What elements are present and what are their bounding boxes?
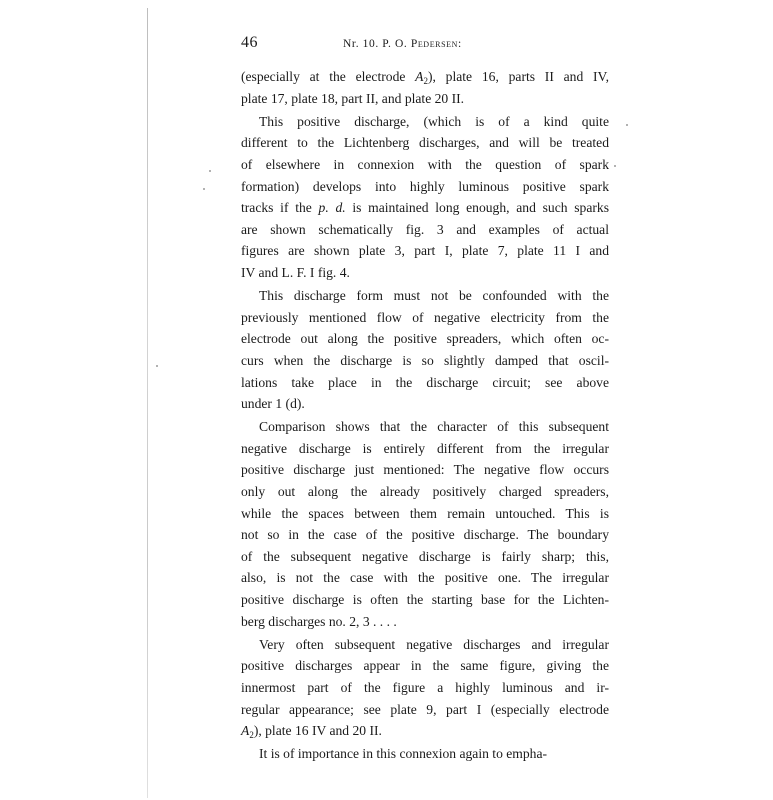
text-line: previously mentioned flow of negative electricity from the xyxy=(241,309,609,325)
text-line: figures are shown plate 3, part I, plate 7, plate 11 I and xyxy=(241,243,609,259)
running-head-prefix: Nr. 10. P. O. xyxy=(343,38,411,50)
text-line: It is of importance in this connexion again to empha- xyxy=(259,746,548,762)
text-line: Very often subsequent negative discharges and irregular xyxy=(259,636,609,652)
text-line: also, is not the case with the positive one. The irregular xyxy=(241,570,609,586)
text-line: regular appearance; see plate 9, part I (especially electrode xyxy=(241,701,609,717)
text-line: under 1 (d). xyxy=(241,396,305,412)
text-line: are shown schematically fig. 3 and examples of actual xyxy=(241,221,609,237)
scan-speck xyxy=(614,165,616,167)
text-line: of the subsequent negative discharge is fairly sharp; this, xyxy=(241,548,609,564)
text-line: positive discharge just mentioned: The negative flow occurs xyxy=(241,462,609,478)
text-line: (especially at the electrode $A_2$), plate 16, parts II and IV, xyxy=(241,69,609,86)
scan-speck xyxy=(626,124,628,126)
scan-speck xyxy=(209,170,211,172)
body-text xyxy=(241,66,609,765)
running-head-author: Pedersen: xyxy=(410,38,462,50)
text-line: $A_2$), plate 16 IV and 20 II. xyxy=(241,723,382,741)
text-line: This discharge form must not be confounded with the xyxy=(259,288,609,304)
text-line: of elsewhere in connexion with the question of spark xyxy=(241,156,609,172)
scan-speck xyxy=(203,188,205,190)
text-line: electrode out along the positive spreaders, which often oc- xyxy=(241,331,609,347)
text-line: formation) develops into highly luminous positive spark xyxy=(241,178,609,194)
text-line: This positive discharge, (which is of a kind quite xyxy=(259,113,609,129)
text-line: IV and L. F. I fig. 4. xyxy=(241,264,350,280)
text-line: positive discharges appear in the same figure, giving the xyxy=(241,658,609,674)
page-header xyxy=(241,34,609,54)
text-line: tracks if the p. d. is maintained long enough, and such sparks xyxy=(241,200,609,216)
page-number: 46 xyxy=(241,34,258,51)
text-line: innermost part of the figure a highly luminous and ir- xyxy=(241,680,609,695)
text-line: only out along the already positively charged spreaders, xyxy=(241,484,609,500)
page-margin-rule xyxy=(147,8,148,798)
running-head xyxy=(343,38,462,50)
text-line: Comparison shows that the character of this subsequent xyxy=(259,419,609,435)
text-line: lations take place in the discharge circuit; see above xyxy=(241,374,609,390)
text-line: not so in the case of the positive discharge. The boundary xyxy=(241,527,609,543)
text-line: curs when the discharge is so slightly damped that oscil- xyxy=(241,352,609,368)
text-line: berg discharges no. 2, 3 . . . . xyxy=(241,613,397,629)
text-line: positive discharge is often the starting base for the Lichten- xyxy=(241,592,609,608)
text-line: plate 17, plate 18, part II, and plate 20 II. xyxy=(241,90,465,106)
text-line: negative discharge is entirely different from the irregular xyxy=(241,440,609,456)
text-line: while the spaces between them remain untouched. This is xyxy=(241,505,609,521)
text-line: different to the Lichtenberg discharges, and will be treated xyxy=(241,135,609,151)
scan-speck xyxy=(156,365,158,367)
